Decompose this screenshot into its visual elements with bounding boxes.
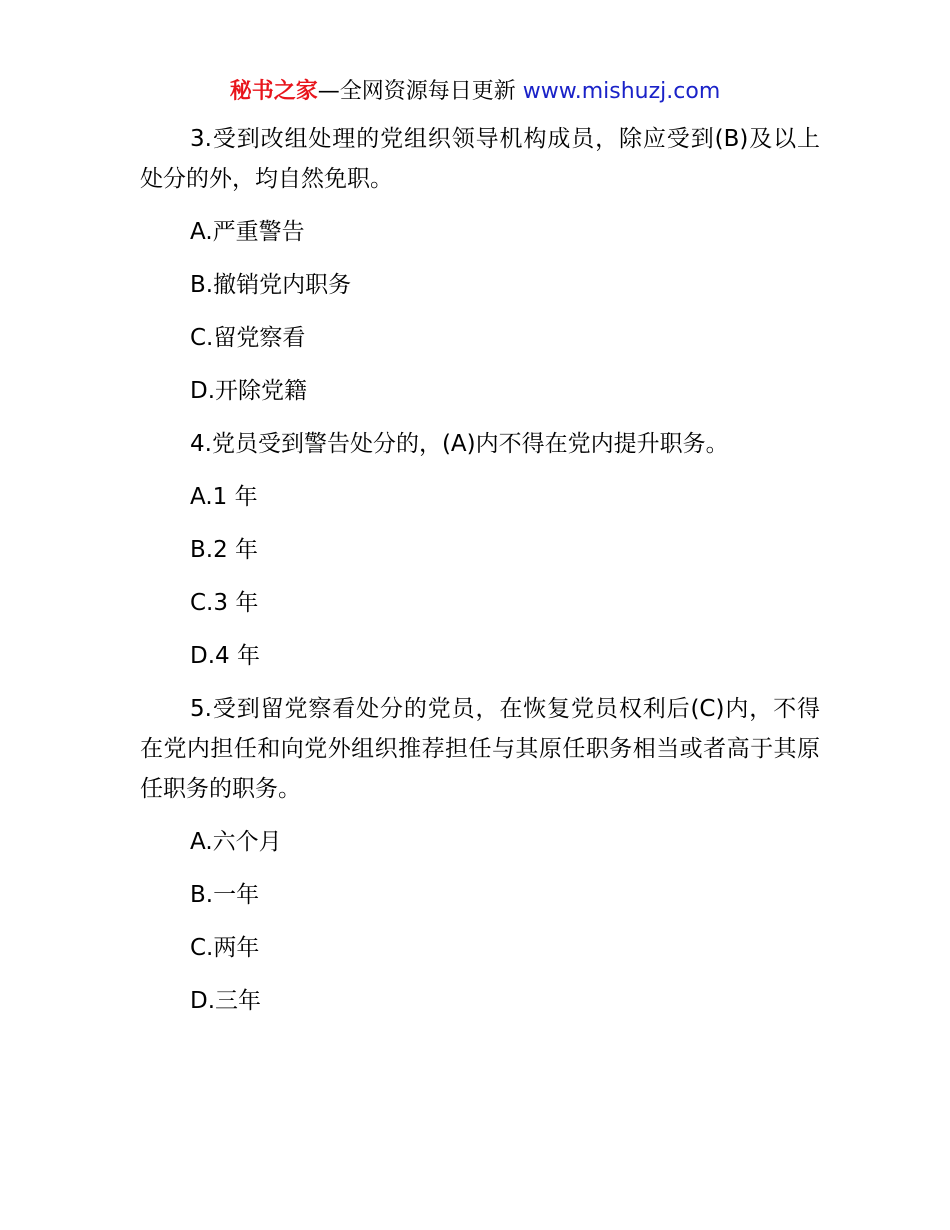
site-brand: 秘书之家 [229,79,318,104]
question-3-option-d: D.开除党籍 [190,378,308,404]
question-3-option-a: A.严重警告 [190,219,305,245]
question-3-text: 3.受到改组处理的党组织领导机构成员，除应受到(B)及以上处分的外，均自然免职。 [140,126,820,192]
question-5-option-c: C.两年 [190,935,260,961]
question-4-option-b: B.2 年 [190,537,259,563]
question-4-text: 4.党员受到警告处分的，(A)内不得在党内提升职务。 [190,431,729,457]
question-4-option-c: C.3 年 [190,590,259,616]
site-tagline: —全网资源每日更新 [317,79,516,104]
page-header [0,76,950,108]
question-4-option-d: D.4 年 [190,643,260,669]
site-url-link[interactable]: www.mishuzj.com [522,79,721,104]
question-4-option-a: A.1 年 [190,484,258,510]
question-5-option-d: D.三年 [190,988,262,1014]
question-5-option-b: B.一年 [190,882,260,908]
question-list [140,119,820,1034]
question-5-text: 5.受到留党察看处分的党员，在恢复党员权利后(C)内，不得在党内担任和向党外组织推荐担任与其原任职务相当或者高于其原任职务的职务。 [140,696,820,802]
question-5-option-a: A.六个月 [190,829,282,855]
question-3-option-c: C.留党察看 [190,325,306,351]
question-3-option-b: B.撤销党内职务 [190,272,352,298]
